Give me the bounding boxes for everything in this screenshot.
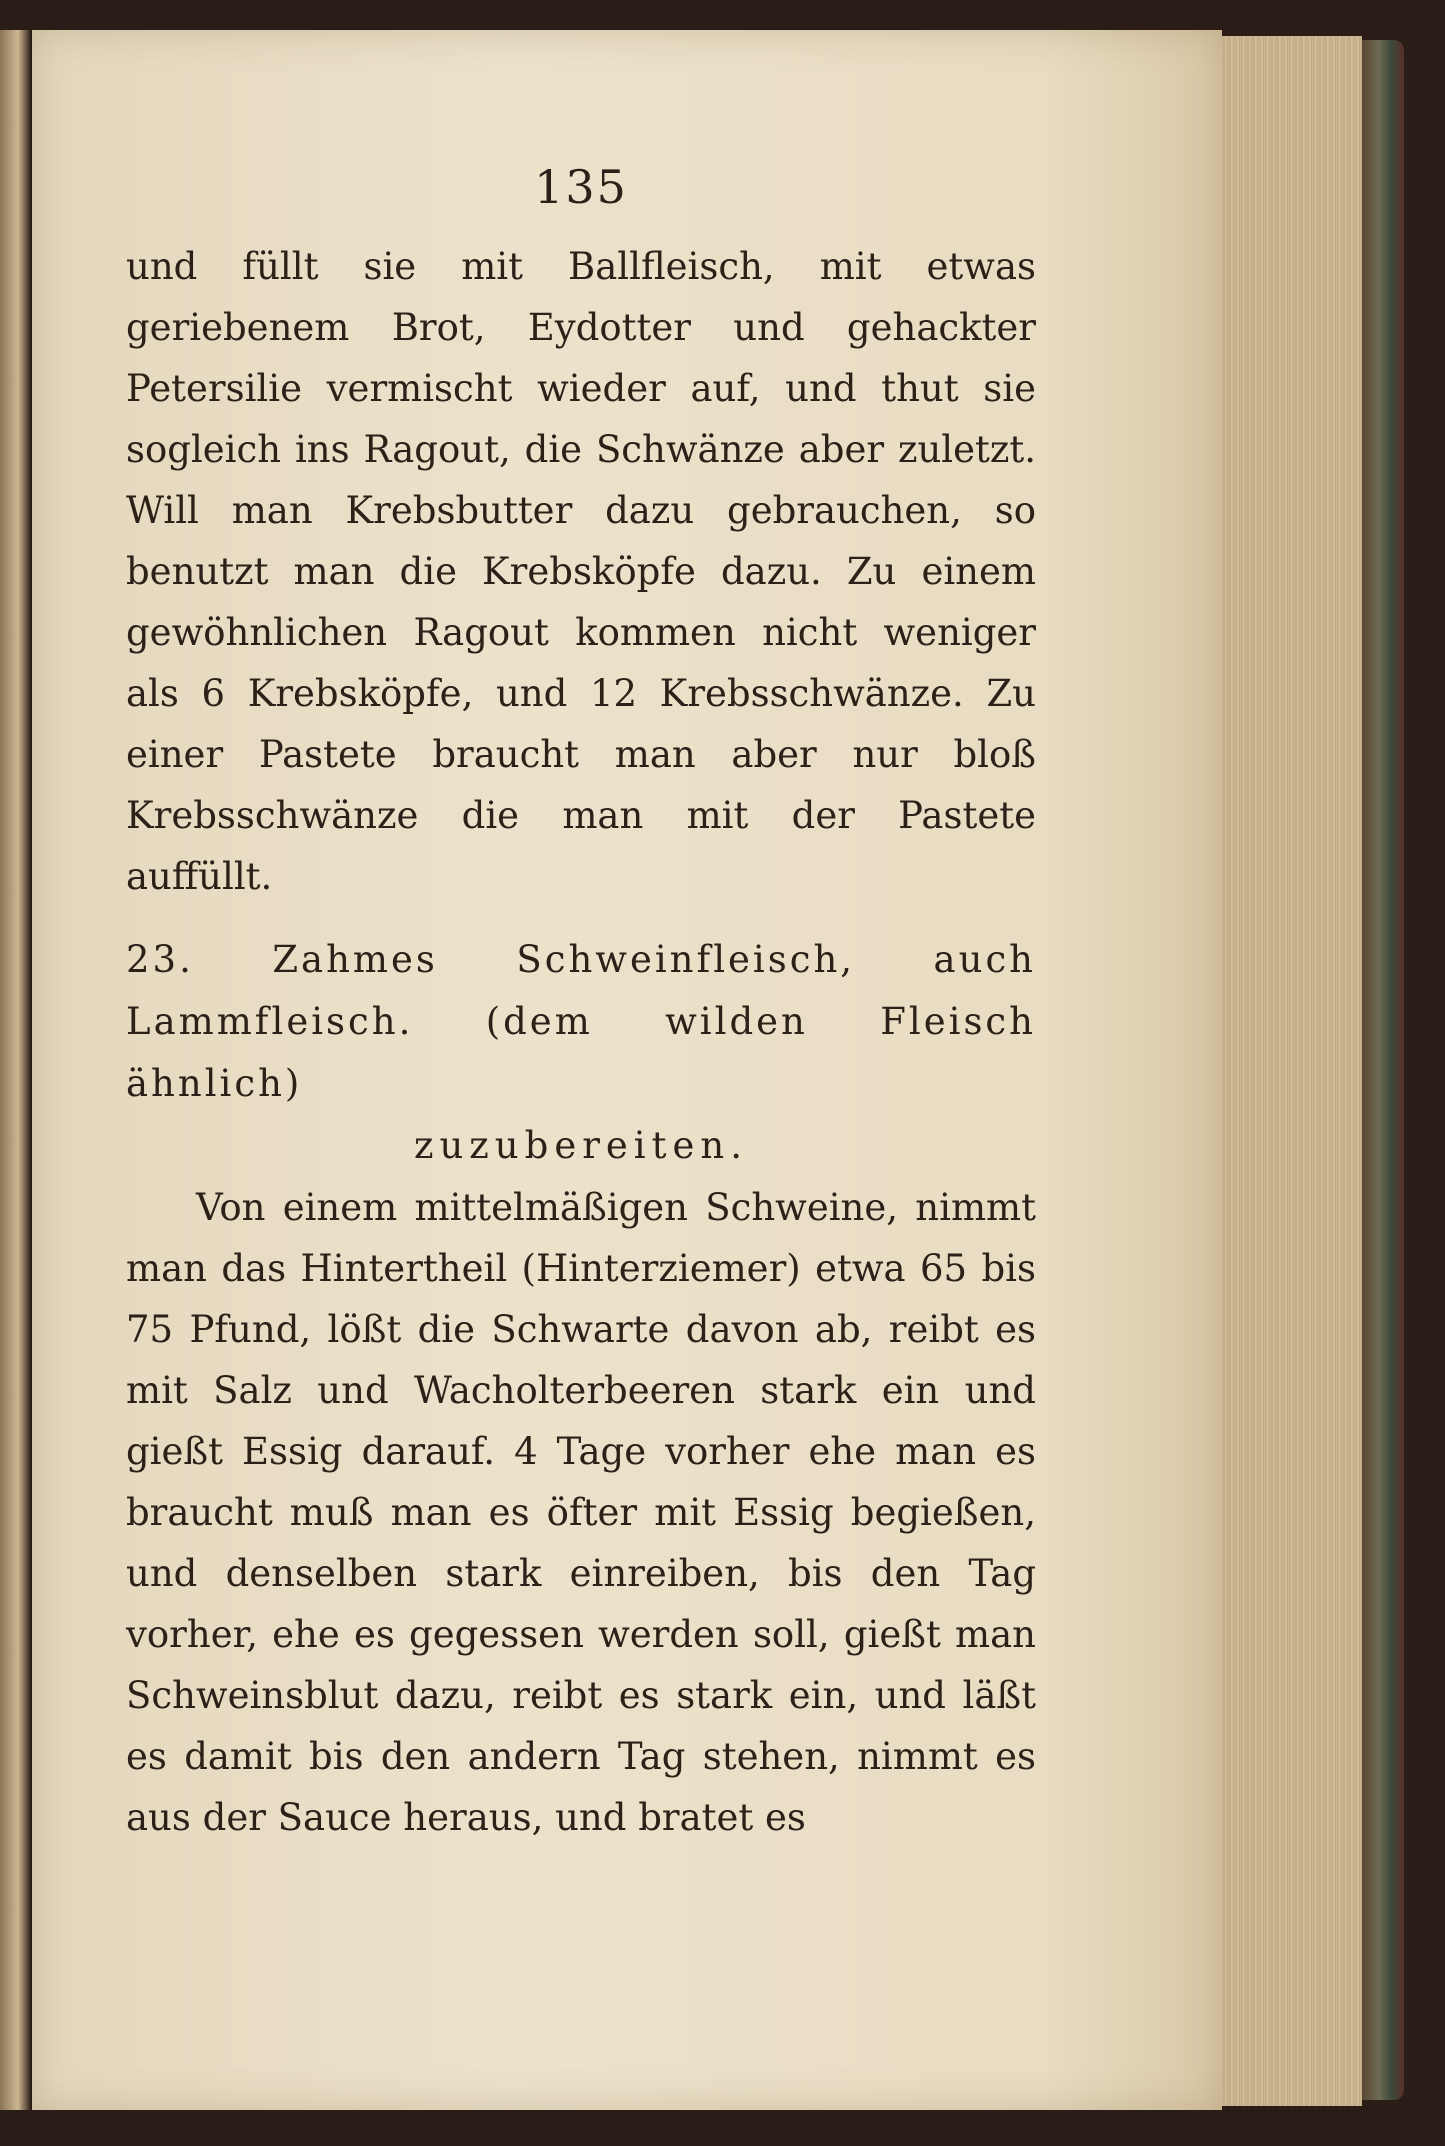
paragraph-2: Von einem mittelmäßigen Schweine, nimmt man das Hintertheil (Hinterziemer) etwa 65 bis 75 Pfund, lößt die Schwarte davon ab, reibt es mit Salz und Wacholterbeeren stark ein und gießt Essig darauf. 4 Tage vorher ehe man es braucht muß man es öfter mit Essig begießen, und denselben stark einreiben, bis den Tag vorher, ehe es gegessen werden soll, gießt man Schweinsblut dazu, reibt es stark ein, und läßt es damit bis den andern Tag stehen, nimmt es aus der Sauce heraus, und bratet es xyxy=(126,1186,1036,1839)
page-text-area xyxy=(126,160,1036,1848)
left-page-edge xyxy=(0,30,30,2110)
page-block-edge xyxy=(1222,36,1362,2106)
back-cover xyxy=(1362,40,1404,2100)
page-number: 135 xyxy=(534,160,628,214)
recipe-heading-tail: zuzubereiten. xyxy=(413,1124,748,1167)
recipe-heading xyxy=(126,929,1036,1177)
paragraph-1: und füllt sie mit Ballfleisch, mit etwas geriebenem Brot, Eydotter und gehackter Petersilie vermischt wieder auf, und thut sie sogleich ins Ragout, die Schwänze aber zuletzt. Will man Krebsbutter dazu gebrauchen, so benutzt man die Krebsköpfe dazu. Zu einem gewöhnlichen Ragout kommen nicht weniger als 6 Krebsköpfe, und 12 Krebsschwänze. Zu einer Pastete braucht man aber nur bloß Krebsschwänze die man mit der Pastete auffüllt. xyxy=(126,245,1036,898)
recipe-heading-main: 23. Zahmes Schweinfleisch, auch Lammfleisch. (dem wilden Fleisch ähnlich) xyxy=(126,938,1036,1105)
